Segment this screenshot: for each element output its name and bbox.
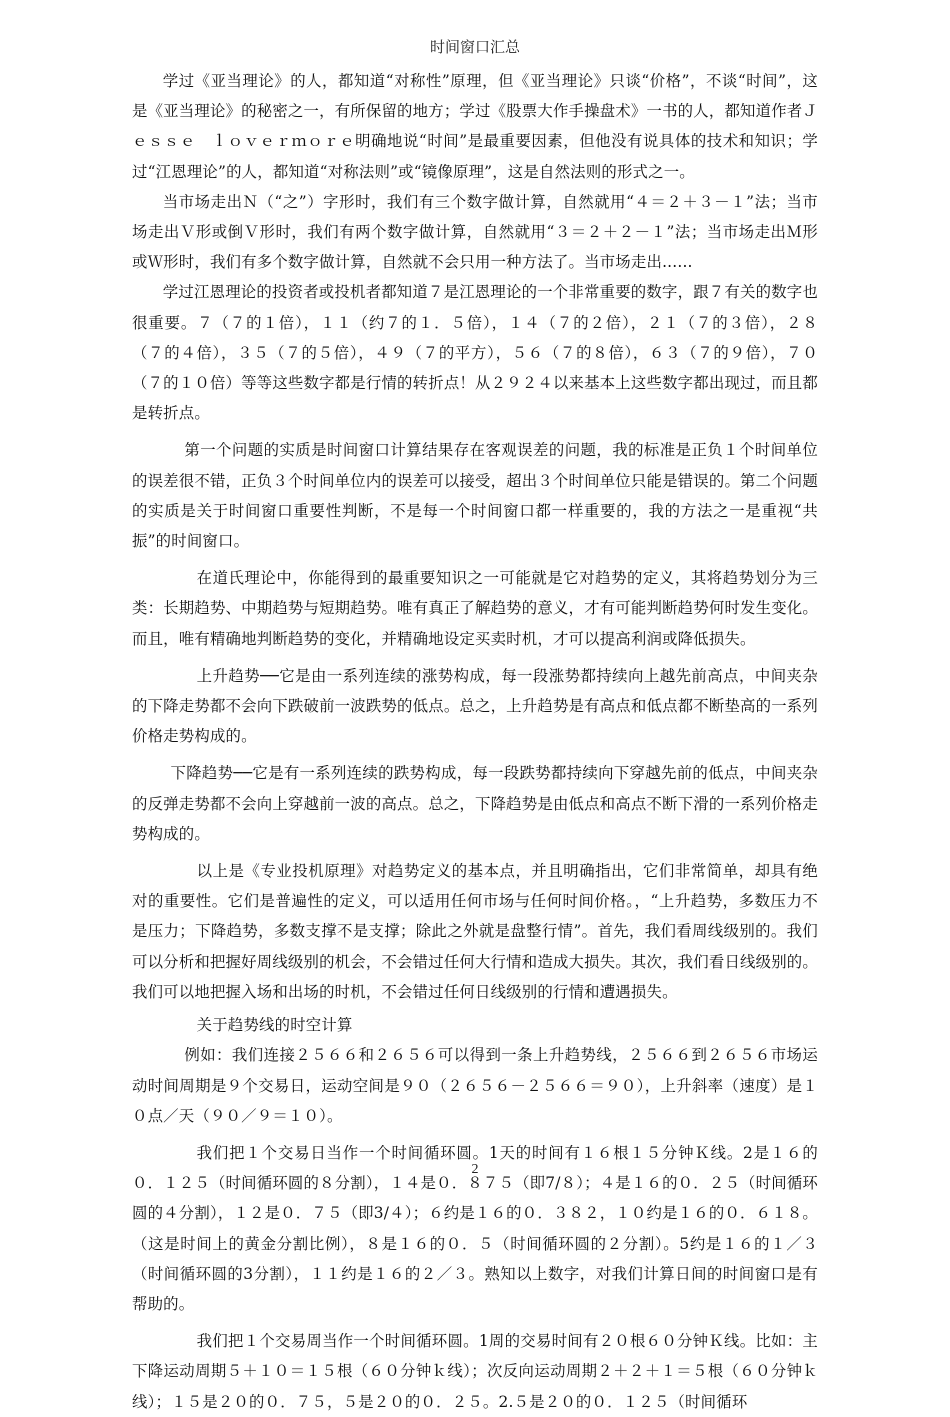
paragraph-dow-theory: 在道氏理论中，你能得到的最重要知识之一可能就是它对趋势的定义，其将趋势划分为三类：长期趋势、中期趋势与短期趋势。唯有真正了解趋势的意义，才有可能判断趋势何时发生变化。而且，唯有精确地判断趋势的变化，并精确地设定买卖时机，才可以提高利润或降低损失。	[132, 569, 818, 648]
paragraph-adam-theory: 学过《亚当理论》的人，都知道“对称性”原理，但《亚当理论》只谈“价格”，不谈“时间”，这是《亚当理论》的秘密之一，有所保留的地方；学过《股票大作手操盘术》一书的人，都知道作者Ｊｅｓｓｅ ｌｏｖｅｒｍｏｒｅ明确地说“时间”是最重要因素，但他没有说具体的技术和知识；学过“江恩理论”的人，都知道“对称法则”或“镜像原理”，这是自然法则的形式之一。	[132, 72, 818, 181]
section-heading-trendline: 关于趋势线的时空计算	[196, 1016, 353, 1035]
page-number: 2	[471, 1162, 479, 1177]
page-header-title: 时间窗口汇总	[429, 38, 520, 56]
paragraph-daily-cycle: 我们把１个交易日当作一个时间循环圆。1天的时间有１６根１５分钟Ｋ线。2是１６的０．１２５（时间循环圆的８分割），１４是０．８７５（即7/８）；４是１６的０．２５（时间循环圆的４分割），１２是０．７５（即3/４）；６约是１６的０．３８２，１０约是１６的０．６１８。（这是时间上的黄金分割比例），８是１６的０．５（时间循环圆的２分割）。5约是１６的１／３（时间循环圆的3分割），１１约是１６的２／３。熟知以上数字，对我们计算日间的时间窗口是有帮助的。	[132, 1143, 818, 1313]
paragraph-n-shape: 当市场走出Ｎ（“之”）字形时，我们有三个数字做计算，自然就用“４＝２＋３－１”法；当市场走出Ｖ形或倒Ｖ形时，我们有两个数字做计算，自然就用“３＝２＋２－１”法；当市场走出Ｍ形或Ｗ形时，我们有多个数字做计算，自然就不会只用一种方法了。当市场走出......	[132, 192, 818, 272]
document-body	[132, 66, 818, 1417]
paragraph-uptrend: 上升趋势──它是由一系列连续的涨势构成，每一段涨势都持续向上越先前高点，中间夹杂的下降走势都不会向下跌破前一波跌势的低点。总之，上升趋势是有高点和低点都不断垫高的一系列价格走势构成的。	[132, 666, 818, 746]
paragraph-weekly-cycle: 我们把１个交易周当作一个时间循环圆。1周的交易时间有２０根６０分钟Ｋ线。比如：主下降运动周期５＋１０＝１５根（６０分钟ｋ线）；次反向运动周期２＋２＋１＝５根（６０分钟ｋ线）；１５是２０的０．７５，５是２０的０．２５。2.５是２０的０．１２５（时间循环	[132, 1332, 818, 1411]
paragraph-downtrend: 下降趋势──它是有一系列连续的跌势构成，每一段跌势都持续向下穿越先前的低点，中间夹杂的反弹走势都不会向上穿越前一波的高点。总之，下降趋势是由低点和高点不断下滑的一系列价格走势构成的。	[132, 764, 818, 843]
paragraph-time-window-error: 第一个问题的实质是时间窗口计算结果存在客观误差的问题，我的标准是正负１个时间单位的误差很不错，正负３个时间单位内的误差可以接受，超出３个时间单位只能是错误的。第二个问题的实质是关于时间窗口重要性判断，不是每一个时间窗口都一样重要的，我的方法之一是重视“共振”的时间窗口。	[132, 441, 818, 551]
paragraph-number-seven: 学过江恩理论的投资者或投机者都知道７是江恩理论的一个非常重要的数字，跟７有关的数字也很重要。７（７的１倍），１１（约７的１．５倍），１４（７的２倍），２１（７的３倍），２８（７的４倍），３５（７的５倍），４９（７的平方），５６（７的８倍），６３（７的９倍），７０（７的１０倍）等等这些数字都是行情的转折点！从２９２４以来基本上这些数字都出现过，而且都是转折点。	[132, 283, 818, 423]
paragraph-trendline-example: 例如：我们连接２５６６和２６５６可以得到一条上升趋势线，２５６６到２６５６市场运动时间周期是９个交易日，运动空间是９０（２６５６－２５６６＝９０），上升斜率（速度）是１０点／天（９０／９＝１０）。	[132, 1046, 818, 1125]
paragraph-trend-definition: 以上是《专业投机原理》对趋势定义的基本点，并且明确指出，它们非常简单，却具有绝对的重要性。它们是普遍性的定义，可以适用任何市场与任何时间价格。，“上升趋势，多数压力不是压力；下降趋势，多数支撑不是支撑；除此之外就是盘整行情”。首先，我们看周线级别的。我们可以分析和把握好周线级别的机会，不会错过任何大行情和造成大损失。其次，我们看日线级别的。我们可以地把握入场和出场的时机，不会错过任何日线级别的行情和遭遇损失。	[132, 862, 818, 1001]
